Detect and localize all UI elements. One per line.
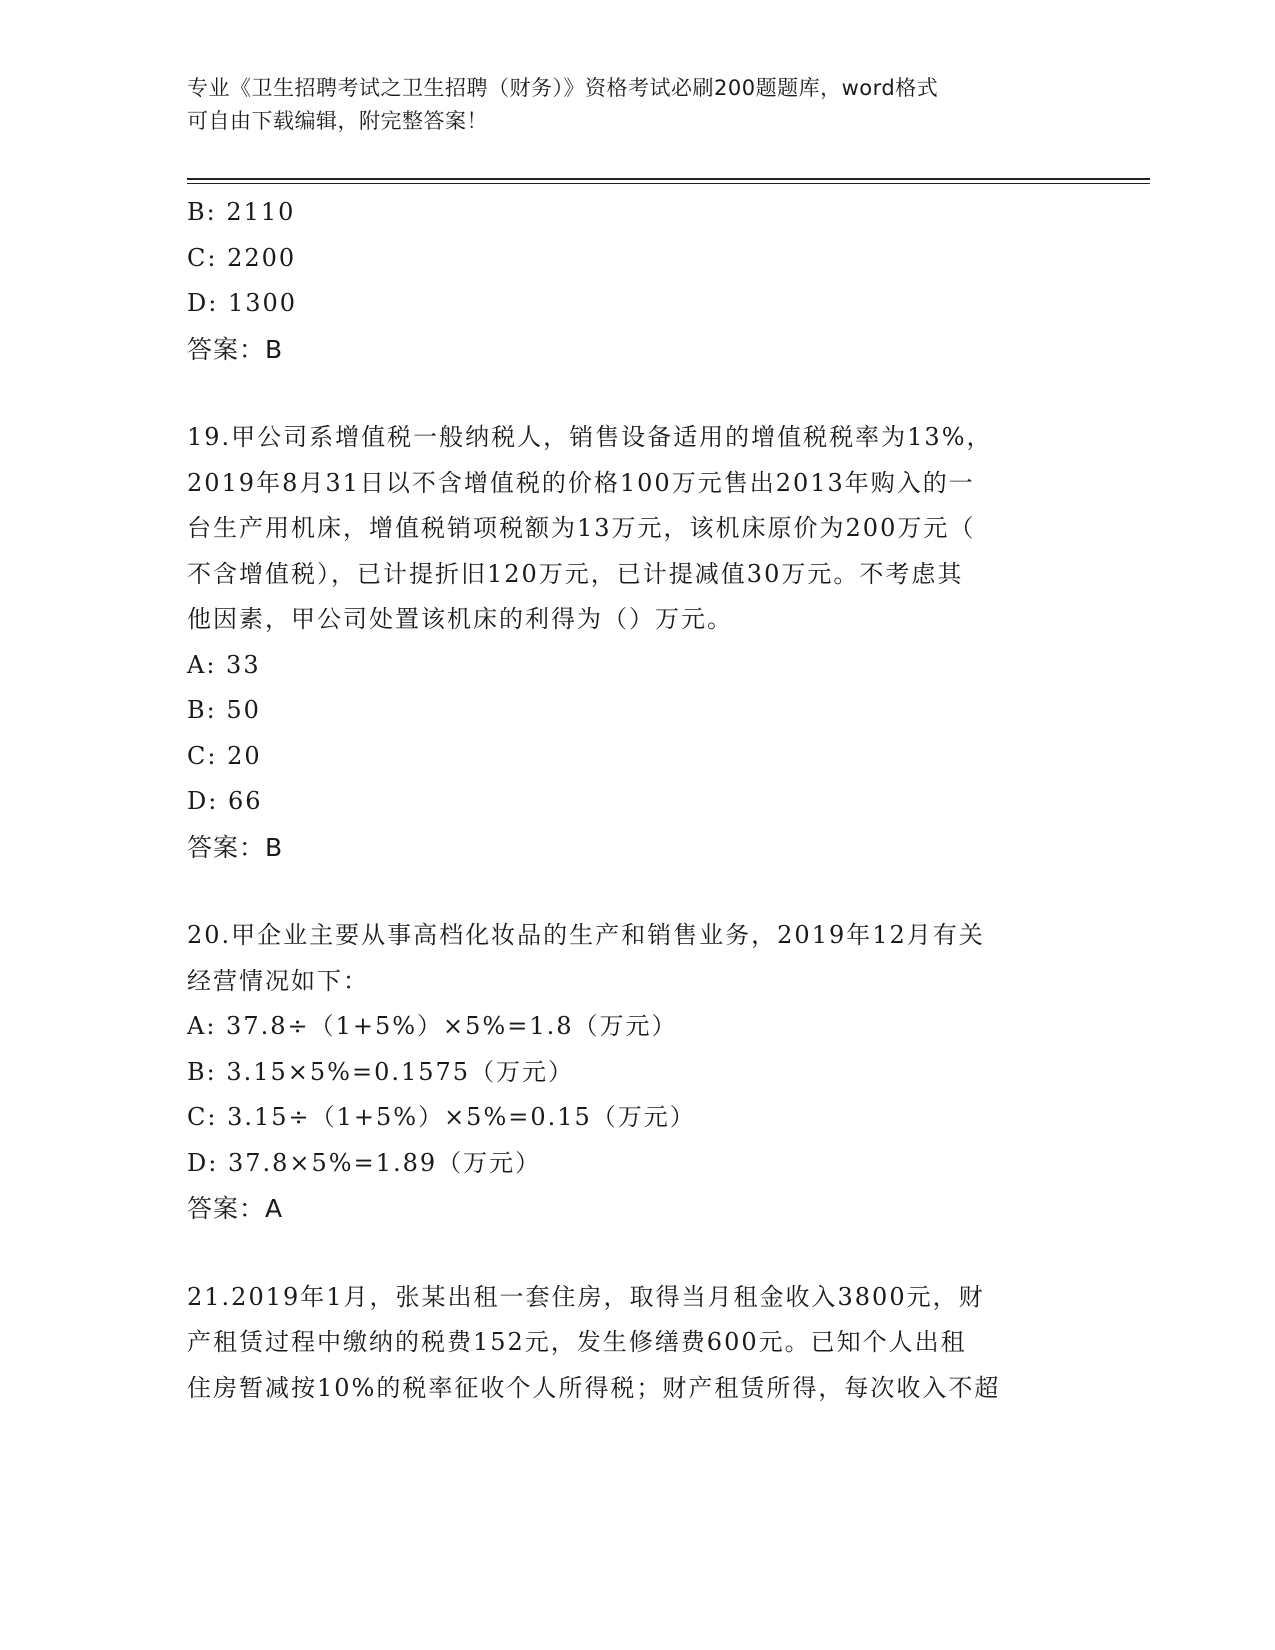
question-21-block	[187, 1275, 1087, 1412]
option-a: A: 37.8÷（1+5%）×5%=1.8（万元）	[187, 1012, 678, 1040]
option-d: D: 66	[187, 787, 263, 815]
option-b: B: 2110	[187, 198, 296, 226]
option-c: C: 3.15÷（1+5%）×5%=0.15（万元）	[187, 1103, 696, 1131]
option-d: D: 1300	[187, 289, 298, 317]
spacer	[187, 870, 1087, 913]
option-c: C: 20	[187, 741, 262, 770]
question-content	[187, 190, 1087, 1411]
header-divider-thick	[187, 178, 1150, 180]
question-19-text-line-5: 他因素，甲公司处置该机床的利得为（）万元。	[187, 605, 733, 633]
question-19-text-line-2: 2019年8月31日以不含增值税的价格100万元售出2013年购入的一	[187, 468, 975, 497]
answer-line: 答案：A	[187, 1194, 284, 1223]
question-19-block	[187, 415, 1087, 870]
answer-line: 答案：B	[187, 334, 284, 364]
option-a: A: 33	[187, 650, 261, 679]
option-d: D: 37.8×5%=1.89（万元）	[187, 1148, 542, 1177]
question-19-text-line-1: 19.甲公司系增值税一般纳税人，销售设备适用的增值税税率为13%，	[187, 423, 993, 451]
spacer	[187, 1232, 1087, 1275]
header-title-line-2: 可自由下载编辑，附完整答案！	[187, 109, 488, 133]
option-c: C: 2200	[187, 243, 297, 272]
document-header	[187, 72, 1067, 138]
question-21-text-line-1: 21.2019年1月，张某出租一套住房，取得当月租金收入3800元，财	[187, 1282, 985, 1311]
question-20-text-line-1: 20.甲企业主要从事高档化妆品的生产和销售业务，2019年12月有关	[187, 921, 985, 949]
header-divider-thin	[187, 183, 1150, 184]
spacer	[187, 372, 1087, 415]
option-b: B: 50	[187, 696, 261, 724]
prev-question-block	[187, 190, 1087, 372]
question-21-text-line-2: 产租赁过程中缴纳的税费152元，发生修缮费600元。已知个人出租	[187, 1328, 967, 1356]
question-20-text-line-2: 经营情况如下：	[187, 966, 369, 995]
answer-line: 答案：B	[187, 832, 284, 862]
question-21-text-line-3: 住房暂减按10%的税率征收个人所得税；财产租赁所得，每次收入不超	[187, 1373, 1001, 1402]
option-b: B: 3.15×5%=0.1575（万元）	[187, 1057, 575, 1086]
header-title-line-1: 专业《卫生招聘考试之卫生招聘（财务）》资格考试必刷200题题库，word格式	[187, 76, 939, 100]
question-20-block	[187, 913, 1087, 1232]
question-19-text-line-3: 台生产用机床，增值税销项税额为13万元，该机床原价为200万元（	[187, 514, 976, 542]
question-19-text-line-4: 不含增值税），已计提折旧120万元，已计提减值30万元。不考虑其	[187, 559, 964, 588]
